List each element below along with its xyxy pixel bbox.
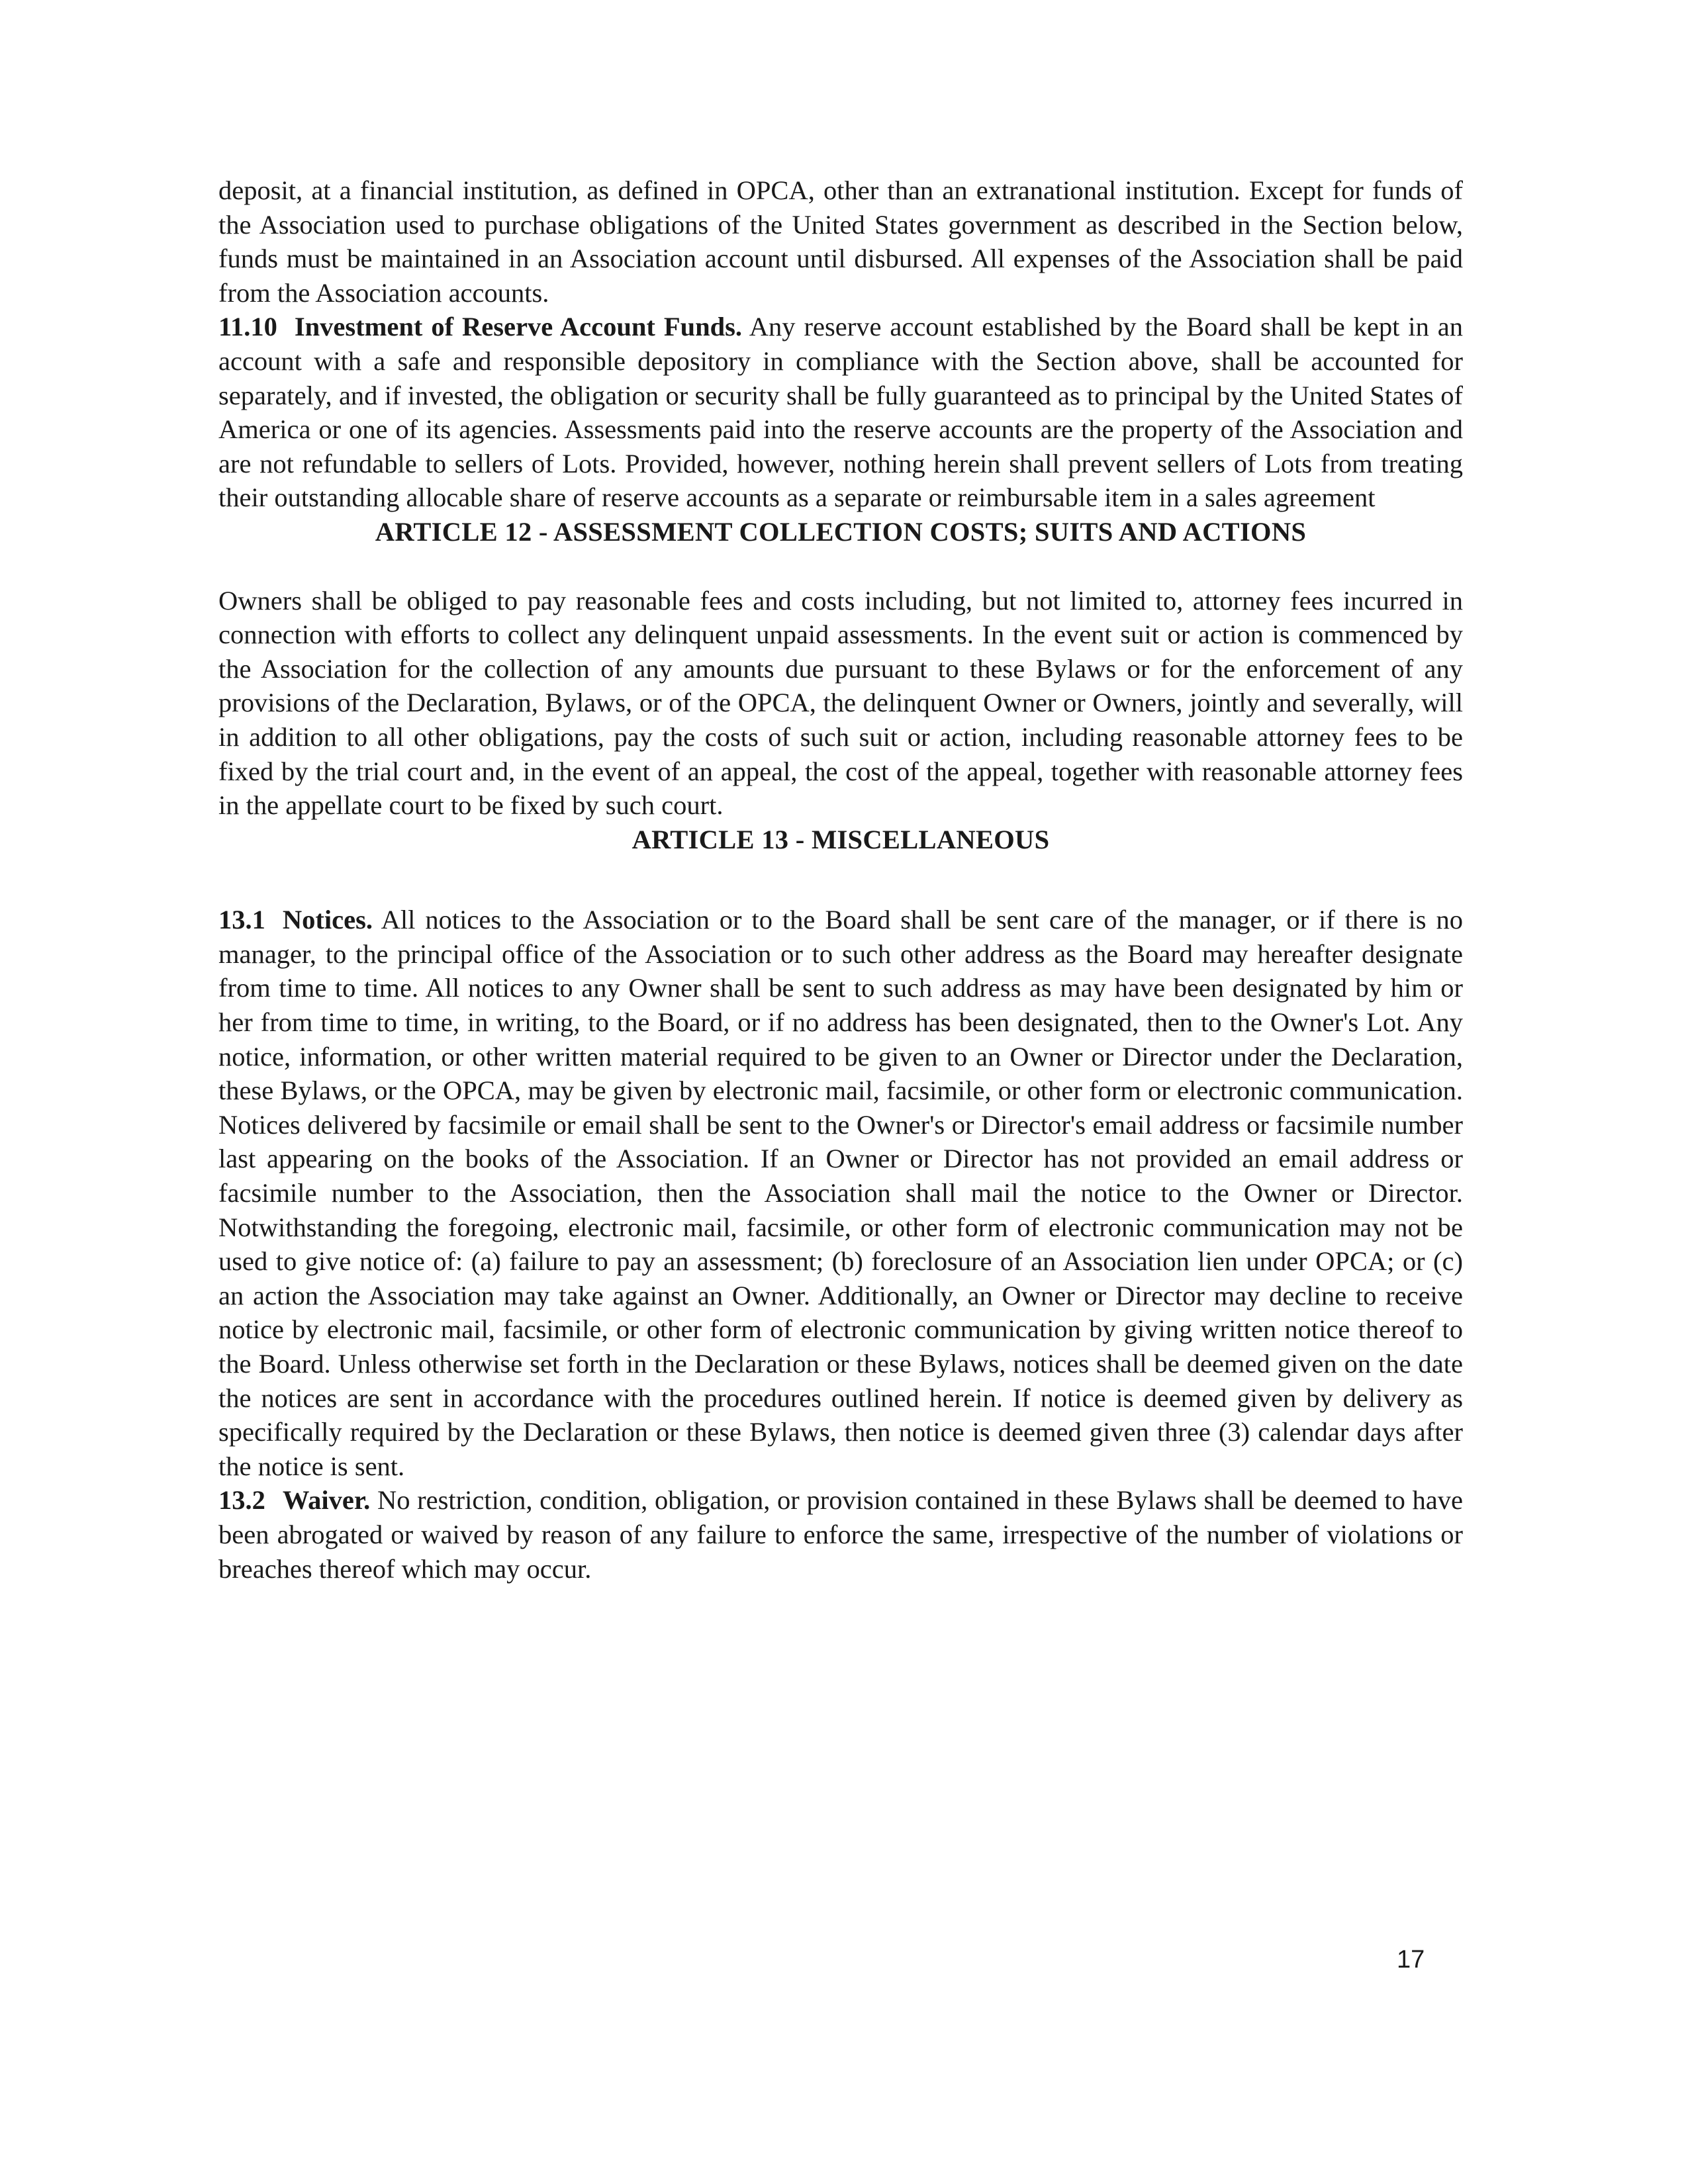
article-12-heading: ARTICLE 12 - ASSESSMENT COLLECTION COSTS; SUITS AND ACTIONS [375, 516, 1307, 547]
section-title: Investment of Reserve Account Funds. [294, 312, 743, 342]
paragraph-deposit-continuation: deposit, at a financial institution, as defined in OPCA, other than an extranational institution. Except for funds of the Association used to purchase obligations of the United States government as described in the Section below, funds must be maintained in an Association account until disbursed. All expenses of the Association shall be paid from the Association accounts. [218, 175, 1463, 308]
section-body: Any reserve account established by the Board shall be kept in an account with a safe and responsible depository in compliance with the Section above, shall be accounted for separately, and if invested, the obligation or security shall be fully guaranteed as to principal by the United States of America or one of its agencies. Assessments paid into the reserve accounts are the property of the Association and are not refundable to sellers of Lots. Provided, however, nothing herein shall prevent sellers of Lots from treating their outstanding allocable share of reserve accounts as a separate or reimbursable item in a sales agreement [218, 312, 1463, 513]
section-13-1 [218, 903, 1463, 1483]
article-12-body: Owners shall be obliged to pay reasonable fees and costs including, but not limited to, attorney fees incurred in connection with efforts to collect any delinquent unpaid assessments. In the event suit or action is commenced by the Association for the collection of any amounts due pursuant to these Bylaws or for the enforcement of any provisions of the Declaration, Bylaws, or of the OPCA, the delinquent Owner or Owners, jointly and severally, will in addition to all other obligations, pay the costs of such suit or action, including reasonable attorney fees to be fixed by the trial court and, in the event of an appeal, the cost of the appeal, together with reasonable attorney fees in the appellate court to be fixed by such court. [218, 585, 1463, 821]
document-page [218, 173, 1463, 1586]
section-body: All notices to the Association or to the Board shall be sent care of the manager, or if there is no manager, to the principal office of the Association or to such other address as the Board may hereafter designate from time to time. All notices to any Owner shall be sent to such address as may have been designated by him or her from time to time, in writing, to the Board, or if no address has been designated, then to the Owner's Lot. Any notice, information, or other written material required to be given to an Owner or Director under the Declaration, these Bylaws, or the OPCA, may be given by electronic mail, facsimile, or other form or electronic communication. Notices delivered by facsimile or email shall be sent to the Owner's or Director's email address or facsimile number last appearing on the books of the Association. If an Owner or Director has not provided an email address or facsimile number to the Association, then the Association shall mail the notice to the Owner or Director. Notwithstanding the foregoing, electronic mail, facsimile, or other form of electronic communication may not be used to give notice of: (a) failure to pay an assessment; (b) foreclosure of an Association lien under OPCA; or (c) an action the Association may take against an Owner. Additionally, an Owner or Director may decline to receive notice by electronic mail, facsimile, or other form of electronic communication by giving written notice thereof to the Board. Unless otherwise set forth in the Declaration or these Bylaws, notices shall be deemed given on the date the notices are sent in accordance with the procedures outlined herein. If notice is deemed given by delivery as specifically required by the Declaration or these Bylaws, then notice is deemed given three (3) calendar days after the notice is sent. [218, 905, 1464, 1481]
section-title: Waiver. [282, 1485, 371, 1516]
section-11-10 [218, 310, 1463, 515]
article-13-heading: ARTICLE 13 - MISCELLANEOUS [632, 824, 1050, 854]
section-number: 13.1 [218, 905, 265, 935]
section-title: Notices. [282, 905, 373, 935]
section-13-2 [218, 1483, 1463, 1586]
section-number: 11.10 [218, 312, 277, 342]
page-number: 17 [1397, 1946, 1425, 1974]
section-number: 13.2 [218, 1485, 265, 1516]
section-body: No restriction, condition, obligation, or provision contained in these Bylaws shall be deemed to have been abrogated or waived by reason of any failure to enforce the same, irrespective of the number of violations or breaches thereof which may occur. [218, 1485, 1463, 1584]
